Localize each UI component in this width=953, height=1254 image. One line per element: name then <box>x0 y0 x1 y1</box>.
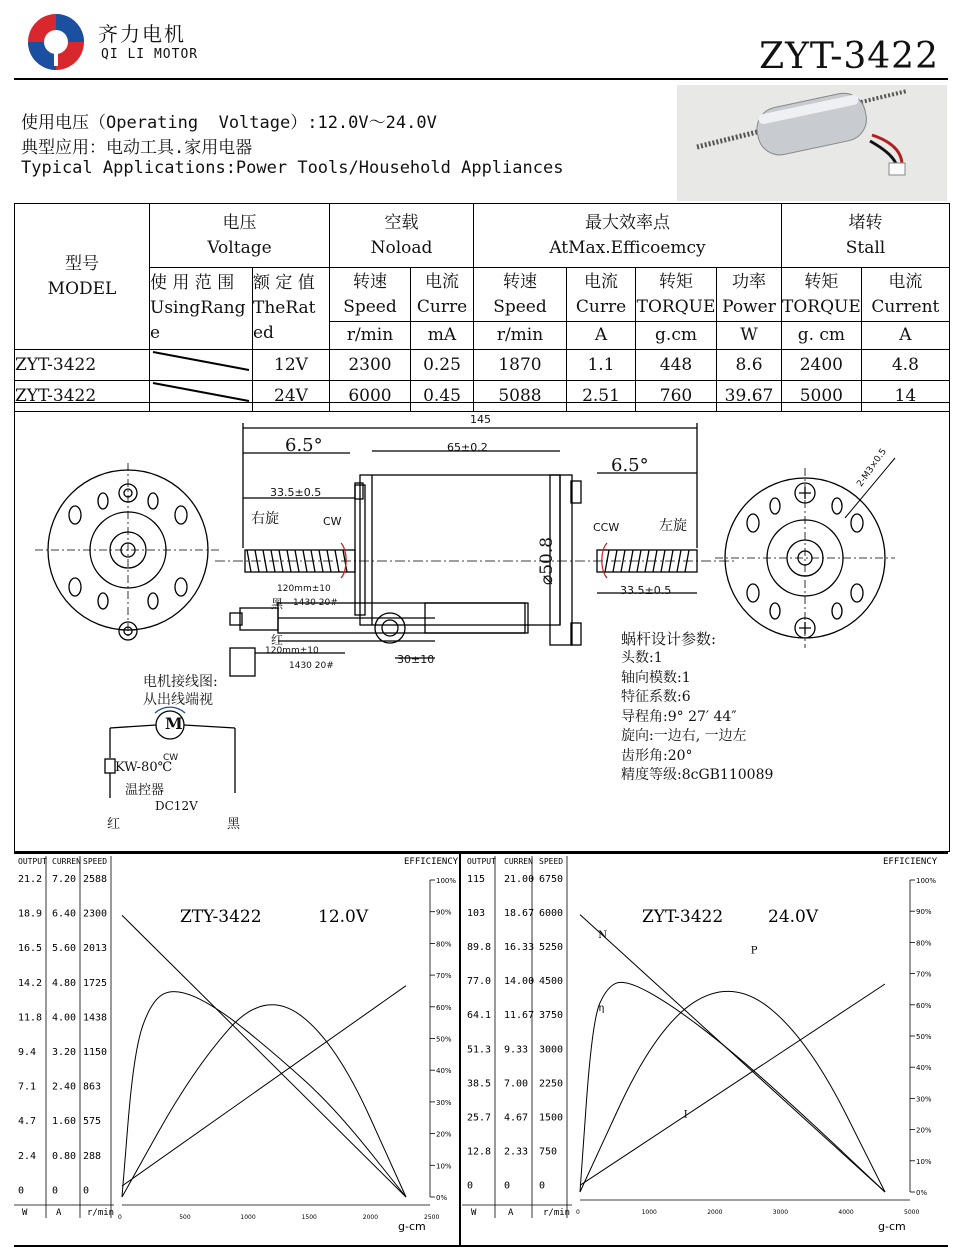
efficiency-tick: 0% <box>916 1189 928 1197</box>
wire-spec-2b: 1430 20# <box>289 661 334 671</box>
worm-param-item: 头数:1 <box>621 650 663 666</box>
current-tick: 4.80 <box>52 977 77 989</box>
chart-voltage: 12.0V <box>318 907 369 927</box>
current-tick: 7.20 <box>52 874 77 885</box>
unit-label: A <box>56 1208 62 1218</box>
efficiency-tick: 100% <box>436 877 457 885</box>
header-nl-current: 电流 Curre <box>411 268 474 322</box>
row-me-torque: 448 <box>636 350 717 381</box>
efficiency-tick: 90% <box>916 908 932 917</box>
speed-tick: 288 <box>83 1150 102 1162</box>
efficiency-tick: 40% <box>916 1064 932 1073</box>
output-tick: 64.1 <box>467 1010 492 1022</box>
dim-335-left: 33.5±0.5 <box>270 486 322 499</box>
wire-spec-1b: 1430 20# <box>293 598 338 608</box>
typical-applications-en: Typical Applications:Power Tools/Household Appliances <box>21 158 564 178</box>
unit-label: r/min <box>87 1208 115 1218</box>
brand-name-cn: 齐力电机 <box>98 22 186 46</box>
row-me-power: 8.6 <box>717 350 782 381</box>
speed-tick: 3750 <box>539 1010 564 1022</box>
speed-tick: 6000 <box>539 908 564 920</box>
speed-tick: 575 <box>83 1116 102 1128</box>
label-right-hand: 右旋 <box>251 511 279 527</box>
chart-title: ZTY-3422 <box>180 907 262 927</box>
power-curve <box>580 991 885 1192</box>
current-curve <box>122 986 406 1186</box>
header-stall: 堵转 Stall <box>782 204 950 268</box>
brand-name-en: QI LI MOTOR <box>101 47 199 62</box>
speed-tick: 1438 <box>83 1012 108 1024</box>
x-axis-label: g-cm <box>878 1220 906 1233</box>
header-noload: 空载 Noload <box>330 204 474 268</box>
speed-tick: 6750 <box>539 874 564 885</box>
curve-label-n: N <box>598 929 608 941</box>
row-rated: 24V <box>253 381 330 412</box>
current-curve <box>580 984 885 1185</box>
power-curve <box>122 1005 406 1197</box>
wire-spec-1: 120mm±10 <box>277 584 331 594</box>
efficiency-tick: 20% <box>436 1130 452 1139</box>
label-left-hand: 左旋 <box>659 518 687 534</box>
unit-label: r/min <box>543 1208 571 1218</box>
efficiency-tick: 70% <box>436 972 452 981</box>
unit-nl-current: mA <box>411 322 474 350</box>
wire-red-label: 红 <box>271 633 284 647</box>
col-header-speed: SPEED <box>83 857 108 866</box>
unit-label: W <box>22 1208 28 1218</box>
output-tick: 16.5 <box>18 943 43 955</box>
chart-voltage: 24.0V <box>768 907 819 927</box>
output-tick: 51.3 <box>467 1044 492 1056</box>
current-tick: 0.80 <box>52 1150 77 1162</box>
motor-symbol: M <box>165 714 183 733</box>
x-tick: 3000 <box>772 1209 789 1216</box>
col-header-output: OUTPUT <box>18 857 47 866</box>
output-tick: 9.4 <box>18 1047 37 1059</box>
efficiency-tick: 10% <box>436 1162 452 1171</box>
dim-diameter: ⌀50.8 <box>537 536 558 586</box>
dim-angle-left: 6.5° <box>285 435 323 456</box>
current-tick: 18.67 <box>504 908 535 920</box>
dim-65: 65±0.2 <box>447 441 488 454</box>
x-tick: 2000 <box>707 1209 723 1216</box>
output-tick: 12.8 <box>467 1146 492 1158</box>
row-nl-speed: 6000 <box>330 381 411 412</box>
speed-tick: 3000 <box>539 1044 564 1056</box>
unit-me-power: W <box>717 322 782 350</box>
output-tick: 14.2 <box>18 977 43 989</box>
worm-params-title: 蜗杆设计参数: <box>621 630 717 648</box>
output-tick: 25.7 <box>467 1112 492 1124</box>
current-tick: 0 <box>52 1185 59 1197</box>
x-tick: 500 <box>179 1214 191 1221</box>
current-tick: 2.40 <box>52 1081 77 1093</box>
x-tick: 2000 <box>362 1214 379 1221</box>
dim-145: 145 <box>470 413 491 426</box>
speed-tick: 2013 <box>83 943 108 955</box>
unit-nl-speed: r/min <box>330 322 411 350</box>
col-header-current: CURREN <box>504 857 533 866</box>
unit-label: A <box>508 1208 514 1218</box>
speed-curve <box>122 915 406 1197</box>
efficiency-tick: 60% <box>436 1003 452 1012</box>
row-st-current: 14 <box>861 381 949 412</box>
row-model: ZYT-3422 <box>15 381 150 412</box>
row-nl-current: 0.25 <box>411 350 474 381</box>
efficiency-tick: 50% <box>436 1035 452 1044</box>
output-tick: 4.7 <box>18 1116 37 1128</box>
dim-335-right: 33.5±0.5 <box>620 584 672 597</box>
label-cw: CW <box>323 515 342 528</box>
header-voltage: 电压 Voltage <box>150 204 330 268</box>
dc-label: DC12V <box>155 799 198 813</box>
row-nl-speed: 2300 <box>330 350 411 381</box>
current-tick: 11.67 <box>504 1010 535 1022</box>
output-tick: 21.2 <box>18 874 43 885</box>
efficiency-tick: 0% <box>436 1194 448 1202</box>
x-tick: 1000 <box>240 1214 256 1221</box>
x-tick: 0 <box>576 1209 580 1216</box>
row-me-current: 1.1 <box>567 350 636 381</box>
header-nl-speed: 转速 Speed <box>330 268 411 322</box>
row-st-torque: 2400 <box>782 350 862 381</box>
efficiency-tick: 40% <box>436 1067 452 1076</box>
row-me-torque: 760 <box>636 381 717 412</box>
current-tick: 1.60 <box>52 1116 77 1128</box>
header-me-torque: 转矩 TORQUE <box>636 268 717 322</box>
curve-label-i: I <box>683 1109 688 1121</box>
current-tick: 21.00 <box>504 874 535 885</box>
output-tick: 0 <box>18 1185 25 1197</box>
unit-me-speed: r/min <box>474 322 567 350</box>
wiring-title-1: 电机接线图: <box>143 674 218 690</box>
col-header-efficiency: EFFICIENCY <box>404 857 459 867</box>
chart-title: ZYT-3422 <box>642 907 724 927</box>
x-tick: 1500 <box>301 1214 317 1221</box>
efficiency-tick: 100% <box>916 877 937 885</box>
col-header-efficiency: EFFICIENCY <box>883 857 938 867</box>
red-terminal: 红 <box>107 817 121 832</box>
col-header-speed: SPEED <box>539 857 564 866</box>
speed-tick: 2300 <box>83 908 108 920</box>
header-me-speed: 转速 Speed <box>474 268 567 322</box>
speed-tick: 1150 <box>83 1047 108 1059</box>
speed-curve <box>580 915 885 1192</box>
speed-tick: 0 <box>539 1180 546 1192</box>
worm-param-item: 齿形角:20° <box>621 747 693 764</box>
unit-label: W <box>471 1208 477 1218</box>
row-me-current: 2.51 <box>567 381 636 412</box>
speed-tick: 750 <box>539 1146 558 1158</box>
row-nl-current: 0.45 <box>411 381 474 412</box>
label-bolt: 2-M3×0.5 <box>855 446 889 490</box>
row-me-power: 39.67 <box>717 381 782 412</box>
output-tick: 77.0 <box>467 976 492 988</box>
worm-param-item: 旋向:一边右, 一边左 <box>621 728 747 744</box>
unit-me-torque: g.cm <box>636 322 717 350</box>
output-tick: 103 <box>467 908 486 920</box>
efficiency-tick: 80% <box>916 939 932 948</box>
efficiency-curve <box>122 992 406 1197</box>
dim-angle-right: 6.5° <box>611 455 649 476</box>
efficiency-tick: 30% <box>436 1098 452 1107</box>
header-st-current: 电流 Current <box>861 268 949 322</box>
header-rated: 额 定 值 TheRat ed <box>253 268 330 350</box>
output-tick: 38.5 <box>467 1078 492 1090</box>
output-tick: 0 <box>467 1180 474 1192</box>
x-tick: 4000 <box>838 1209 854 1216</box>
current-tick: 2.33 <box>504 1146 529 1158</box>
efficiency-tick: 90% <box>436 908 452 917</box>
label-ccw: CCW <box>593 521 620 534</box>
current-tick: 3.20 <box>52 1047 77 1059</box>
dim-30: 30±10 <box>397 653 435 666</box>
worm-param-item: 精度等级:8cGB110089 <box>621 767 774 783</box>
x-tick: 1000 <box>641 1209 657 1216</box>
row-me-speed: 1870 <box>474 350 567 381</box>
curve-label-eta: η <box>598 1003 605 1015</box>
curve-label-p: P <box>750 945 758 957</box>
thermal-switch: KW-80℃ <box>115 760 173 775</box>
header-st-torque: 转矩 TORQUE <box>782 268 862 322</box>
current-tick: 6.40 <box>52 908 77 920</box>
current-tick: 9.33 <box>504 1044 529 1056</box>
header-max-efficiency: 最大效率点 AtMax.Efficoemcy <box>474 204 782 268</box>
output-tick: 115 <box>467 874 486 885</box>
operating-voltage: 使用电压（Operating Voltage）:12.0V～24.0V <box>21 113 437 133</box>
wiring-title-2: 从出线端视 <box>143 692 213 708</box>
col-header-current: CURREN <box>52 857 81 866</box>
worm-param-item: 特征系数:6 <box>621 689 691 705</box>
worm-param-item: 轴向模数:1 <box>621 669 691 686</box>
row-model: ZYT-3422 <box>15 350 150 381</box>
unit-st-current: A <box>861 322 949 350</box>
output-tick: 18.9 <box>18 908 43 920</box>
x-tick: 0 <box>118 1214 122 1221</box>
output-tick: 2.4 <box>18 1150 37 1162</box>
black-terminal: 黑 <box>227 817 241 832</box>
speed-tick: 2588 <box>83 874 108 885</box>
header-using-range: 使 用 范 围 UsingRang e <box>150 268 253 350</box>
x-axis-label: g-cm <box>398 1220 426 1233</box>
output-tick: 89.8 <box>467 942 492 954</box>
speed-tick: 4500 <box>539 976 564 988</box>
row-me-speed: 5088 <box>474 381 567 412</box>
header-me-current: 电流 Curre <box>567 268 636 322</box>
speed-tick: 2250 <box>539 1078 564 1090</box>
efficiency-tick: 80% <box>436 940 452 949</box>
unit-me-current: A <box>567 322 636 350</box>
efficiency-tick: 50% <box>916 1033 932 1041</box>
speed-tick: 1725 <box>83 977 108 989</box>
thermostat-label: 温控器 <box>125 783 165 798</box>
current-tick: 7.00 <box>504 1078 529 1090</box>
page-title: ZYT-3422 <box>759 36 939 77</box>
worm-param-item: 导程角:9° 27′ 44″ <box>621 708 737 725</box>
current-tick: 16.33 <box>504 942 535 954</box>
current-tick: 14.00 <box>504 976 535 988</box>
current-tick: 0 <box>504 1180 511 1192</box>
efficiency-tick: 10% <box>916 1157 932 1166</box>
efficiency-tick: 70% <box>916 970 932 979</box>
efficiency-tick: 20% <box>916 1126 932 1135</box>
current-tick: 4.00 <box>52 1012 77 1024</box>
output-tick: 11.8 <box>18 1012 43 1024</box>
efficiency-tick: 60% <box>916 1001 932 1010</box>
current-tick: 4.67 <box>504 1112 529 1124</box>
row-st-torque: 5000 <box>782 381 862 412</box>
speed-tick: 1500 <box>539 1112 564 1124</box>
current-tick: 5.60 <box>52 943 77 955</box>
header-model: 型号 MODEL <box>15 204 150 350</box>
speed-tick: 863 <box>83 1081 102 1093</box>
typical-applications-cn: 典型应用：电动工具.家用电器 <box>21 138 253 158</box>
wire-spec-2: 120mm±10 <box>265 646 319 656</box>
x-tick: 2500 <box>424 1214 440 1221</box>
row-rated: 12V <box>253 350 330 381</box>
header-me-power: 功率 Power <box>717 268 782 322</box>
x-tick: 5000 <box>904 1209 920 1216</box>
unit-st-torque: g. cm <box>782 322 862 350</box>
speed-tick: 5250 <box>539 942 564 954</box>
cw-small: CW <box>163 753 179 763</box>
row-st-current: 4.8 <box>861 350 949 381</box>
col-header-output: OUTPUT <box>467 857 496 866</box>
wire-black-label: 黑 <box>271 597 284 611</box>
efficiency-tick: 30% <box>916 1095 932 1104</box>
speed-tick: 0 <box>83 1185 90 1197</box>
output-tick: 7.1 <box>18 1081 37 1093</box>
